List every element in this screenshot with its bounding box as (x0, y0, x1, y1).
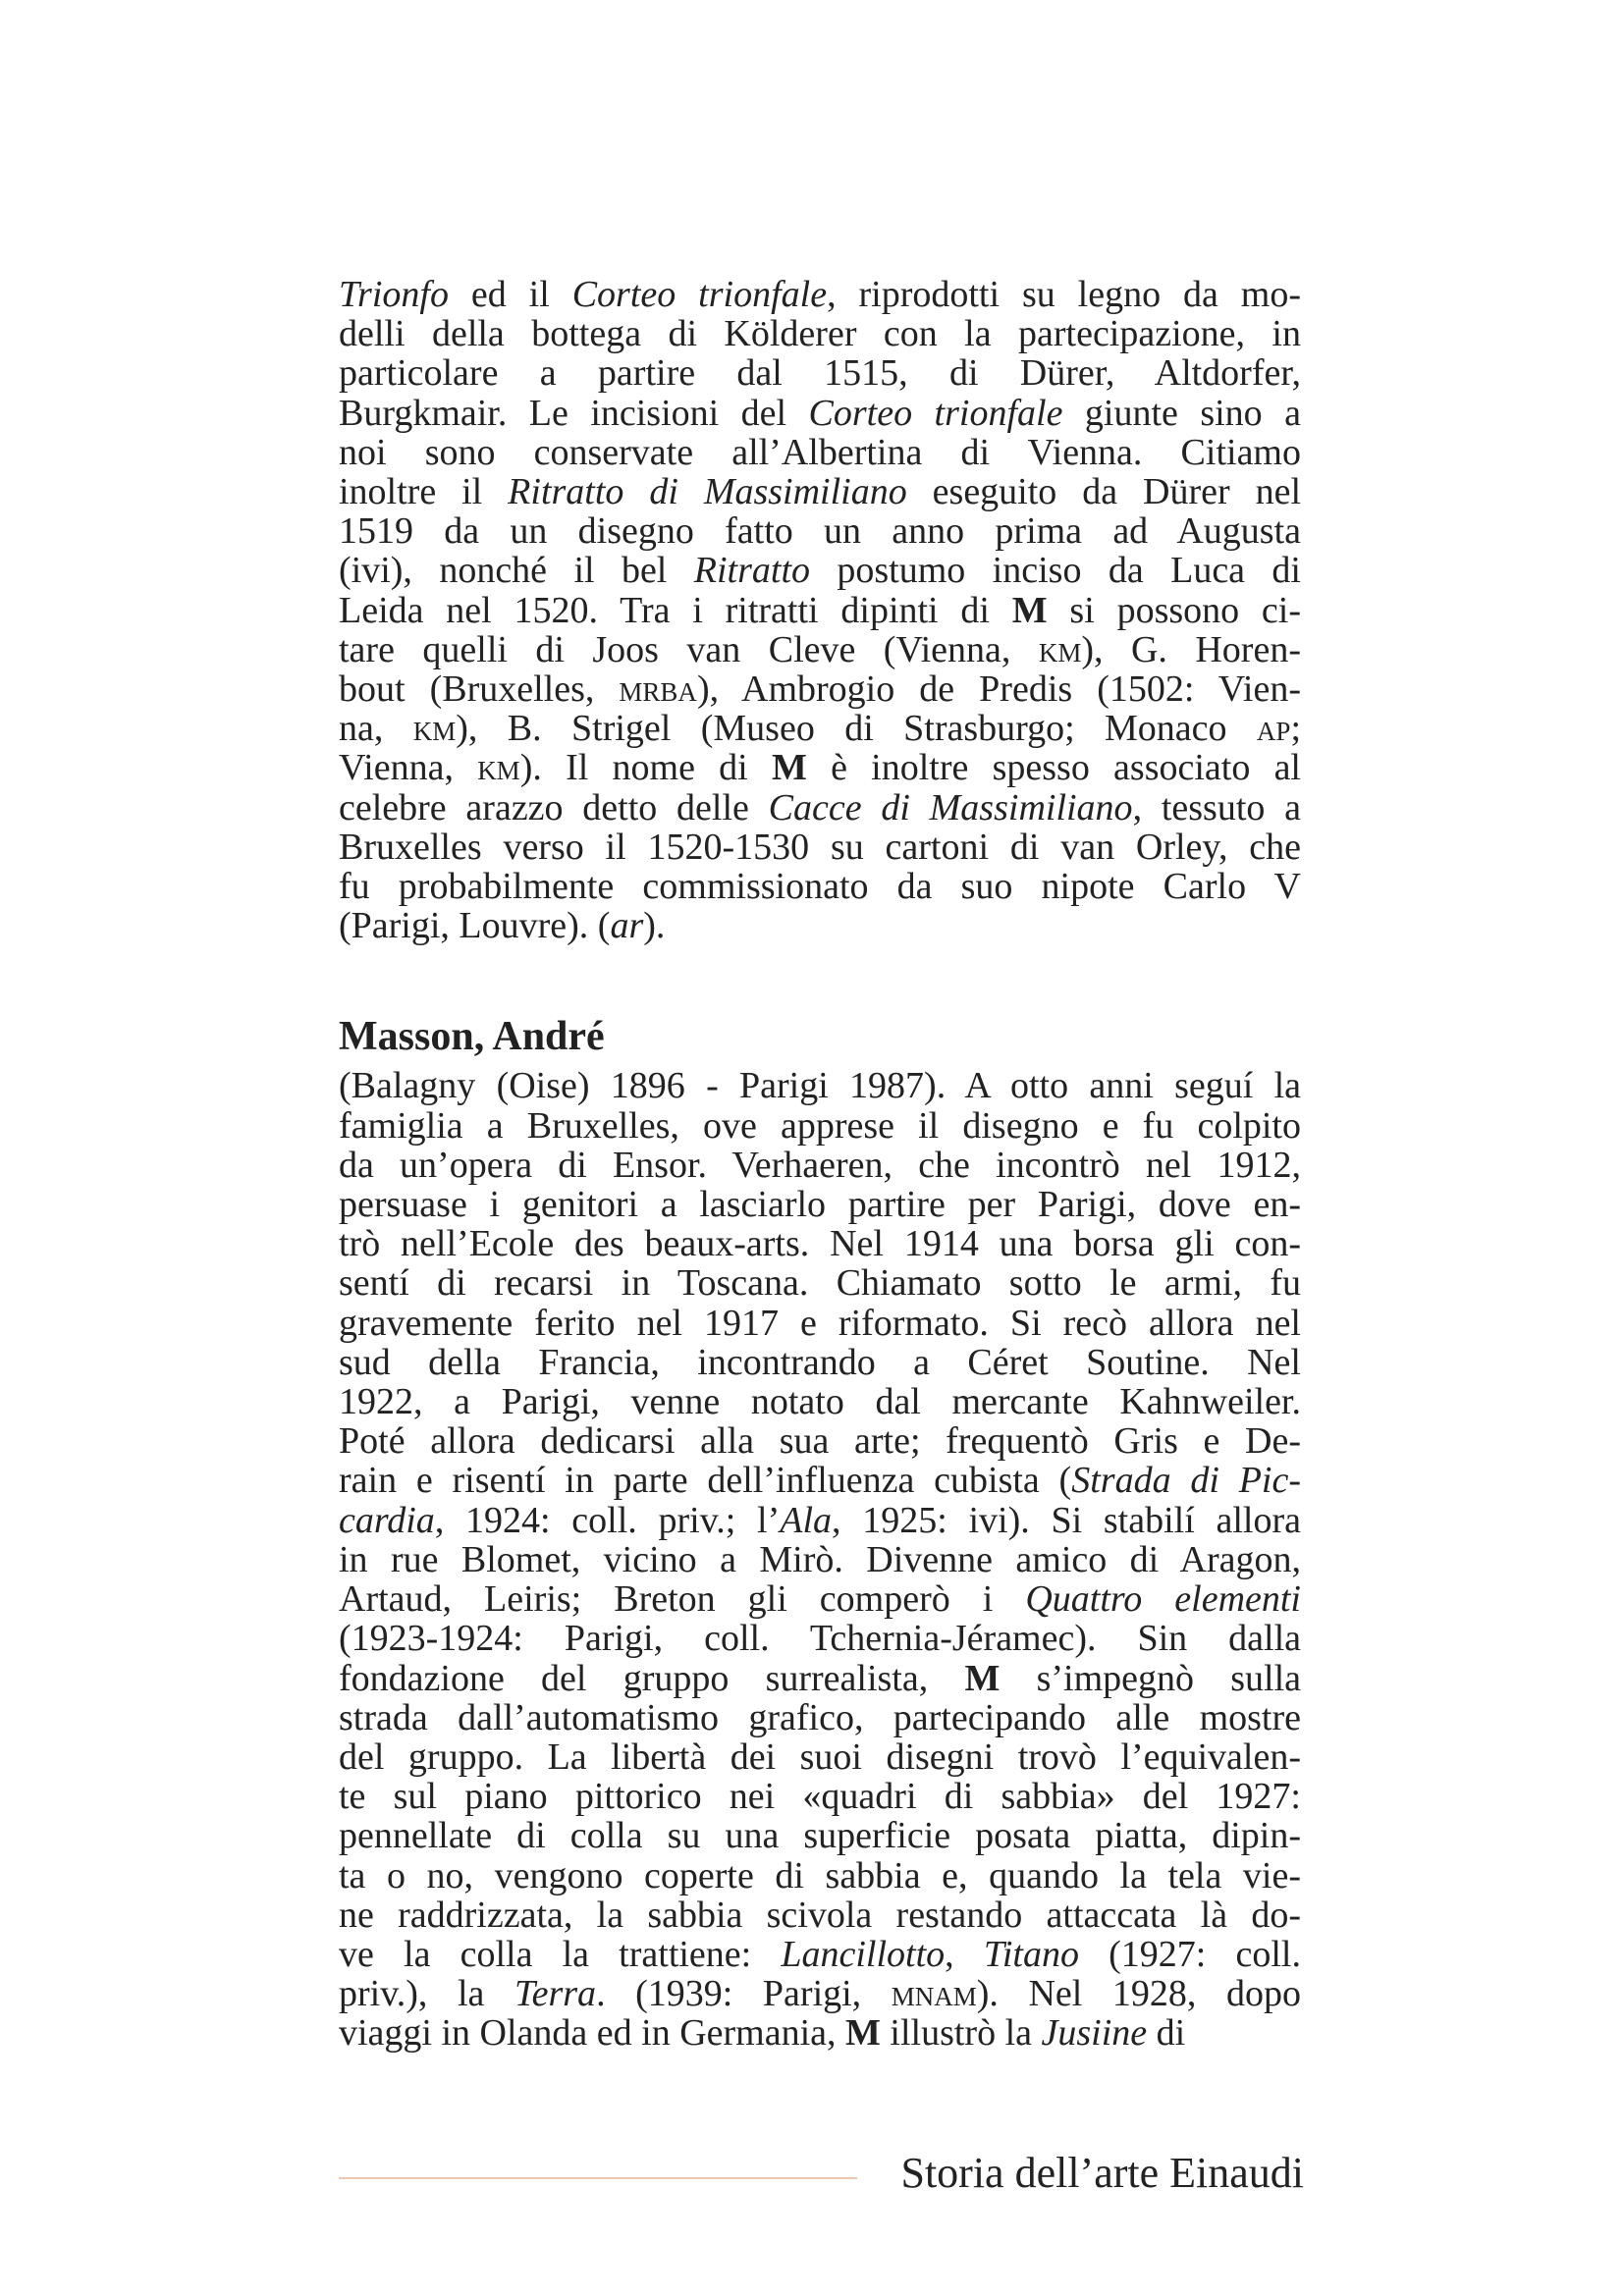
text-line: Vienna, km). Il nome di M è inoltre spesso associato al (339, 747, 1301, 789)
text-line: (1923-1924: Parigi, coll. Tchernia-Jéramec). Sin dalla (339, 1618, 1301, 1660)
text-line: del gruppo. La libertà dei suoi disegni trovò l’equivalen- (339, 1735, 1301, 1778)
text-line: viaggi in Olanda ed in Germania, M illustrò la Jusiine di (339, 2012, 1186, 2055)
main-column (339, 275, 1301, 2054)
text-line: na, km), B. Strigel (Museo di Strasburgo; Monaco ap; (339, 708, 1301, 750)
text-line: Poté allora dedicarsi alla sua arte; frequentò Gris e De- (339, 1420, 1301, 1463)
text-line: fondazione del gruppo surrealista, M s’impegnò sulla (339, 1657, 1301, 1699)
text-line: cardia, 1924: coll. priv.; l’Ala, 1925: ivi). Si stabilí allora (339, 1499, 1301, 1541)
text-line: Artaud, Leiris; Breton gli comperò i Quattro elementi (339, 1578, 1301, 1621)
text-line: celebre arazzo detto delle Cacce di Massimiliano, tessuto a (339, 786, 1301, 828)
text-line: 1922, a Parigi, venne notato dal mercante Kahnweiler. (339, 1381, 1301, 1423)
text-line: ne raddrizzata, la sabbia scivola restando attaccata là do- (339, 1894, 1301, 1936)
text-line: da un’opera di Ensor. Verhaeren, che incontrò nel 1912, (339, 1144, 1301, 1186)
text-line: ta o no, vengono coperte di sabbia e, quando la tela vie- (339, 1854, 1301, 1896)
text-line: particolare a partire dal 1515, di Dürer, Altdorfer, (339, 352, 1301, 395)
footer-divider (339, 2177, 857, 2179)
text-line: (ivi), nonché il bel Ritratto postumo inciso da Luca di (339, 550, 1301, 592)
text-line: priv.), la Terra. (1939: Parigi, mnam). Nel 1928, dopo (339, 1973, 1301, 2015)
text-line: famiglia a Bruxelles, ove apprese il disegno e fu colpito (339, 1104, 1301, 1147)
text-line: 1519 da un disegno fatto un anno prima ad Augusta (339, 510, 1301, 553)
text-line: sentí di recarsi in Toscana. Chiamato sotto le armi, fu (339, 1262, 1301, 1305)
text-line: te sul piano pittorico nei «quadri di sabbia» del 1927: (339, 1776, 1301, 1818)
text-line: fu probabilmente commissionato da suo nipote Carlo V (339, 866, 1301, 908)
text-line: in rue Blomet, vicino a Mirò. Divenne amico di Aragon, (339, 1538, 1301, 1580)
text-line: bout (Bruxelles, mrba), Ambrogio de Predis (1502: Vien- (339, 668, 1301, 711)
text-line: ve la colla la trattiene: Lancillotto, Titano (1927: coll. (339, 1933, 1301, 1975)
text-line: Leida nel 1520. Tra i ritratti dipinti di M si possono ci- (339, 589, 1302, 631)
text-line: Burgkmair. Le incisioni del Corteo trionfale giunte sino a (339, 392, 1301, 434)
text-line: Trionfo ed il Corteo trionfale, riprodotti su legno da mo- (339, 274, 1301, 315)
text-line: trò nell’Ecole des beaux-arts. Nel 1914 una borsa gli con- (339, 1223, 1301, 1265)
text-line: (Parigi, Louvre). (ar). (339, 905, 666, 947)
text-line: sud della Francia, incontrando a Céret Soutine. Nel (339, 1341, 1301, 1383)
entry-paragraph-massimiliano (339, 275, 1301, 945)
text-line: (Balagny (Oise) 1896 - Parigi 1987). A otto anni seguí la (339, 1065, 1301, 1107)
footer-publisher: Storia dell’arte Einaudi (900, 2149, 1304, 2197)
text-line: persuase i genitori a lasciarlo partire per Parigi, dove en- (339, 1184, 1301, 1226)
text-line: delli della bottega di Kölderer con la partecipazione, in (339, 313, 1301, 355)
entry-paragraph-masson (339, 1066, 1301, 2053)
text-line: noi sono conservate all’Albertina di Vienna. Citiamo (339, 431, 1301, 473)
text-line: gravemente ferito nel 1917 e riformato. Si recò allora nel (339, 1302, 1301, 1344)
text-line: rain e risentí in parte dell’influenza cubista (Strada di Pic- (339, 1460, 1301, 1502)
text-line: tare quelli di Joos van Cleve (Vienna, km), G. Horen- (339, 628, 1301, 670)
text-line: Bruxelles verso il 1520-1530 su cartoni di van Orley, che (339, 826, 1301, 868)
entry-heading: Masson, André (339, 1014, 605, 1060)
text-line: strada dall’automatismo grafico, partecipando alle mostre (339, 1696, 1301, 1738)
text-line: inoltre il Ritratto di Massimiliano eseguito da Dürer nel (339, 471, 1301, 513)
text-line: pennellate di colla su una superficie posata piatta, dipin- (339, 1815, 1301, 1857)
